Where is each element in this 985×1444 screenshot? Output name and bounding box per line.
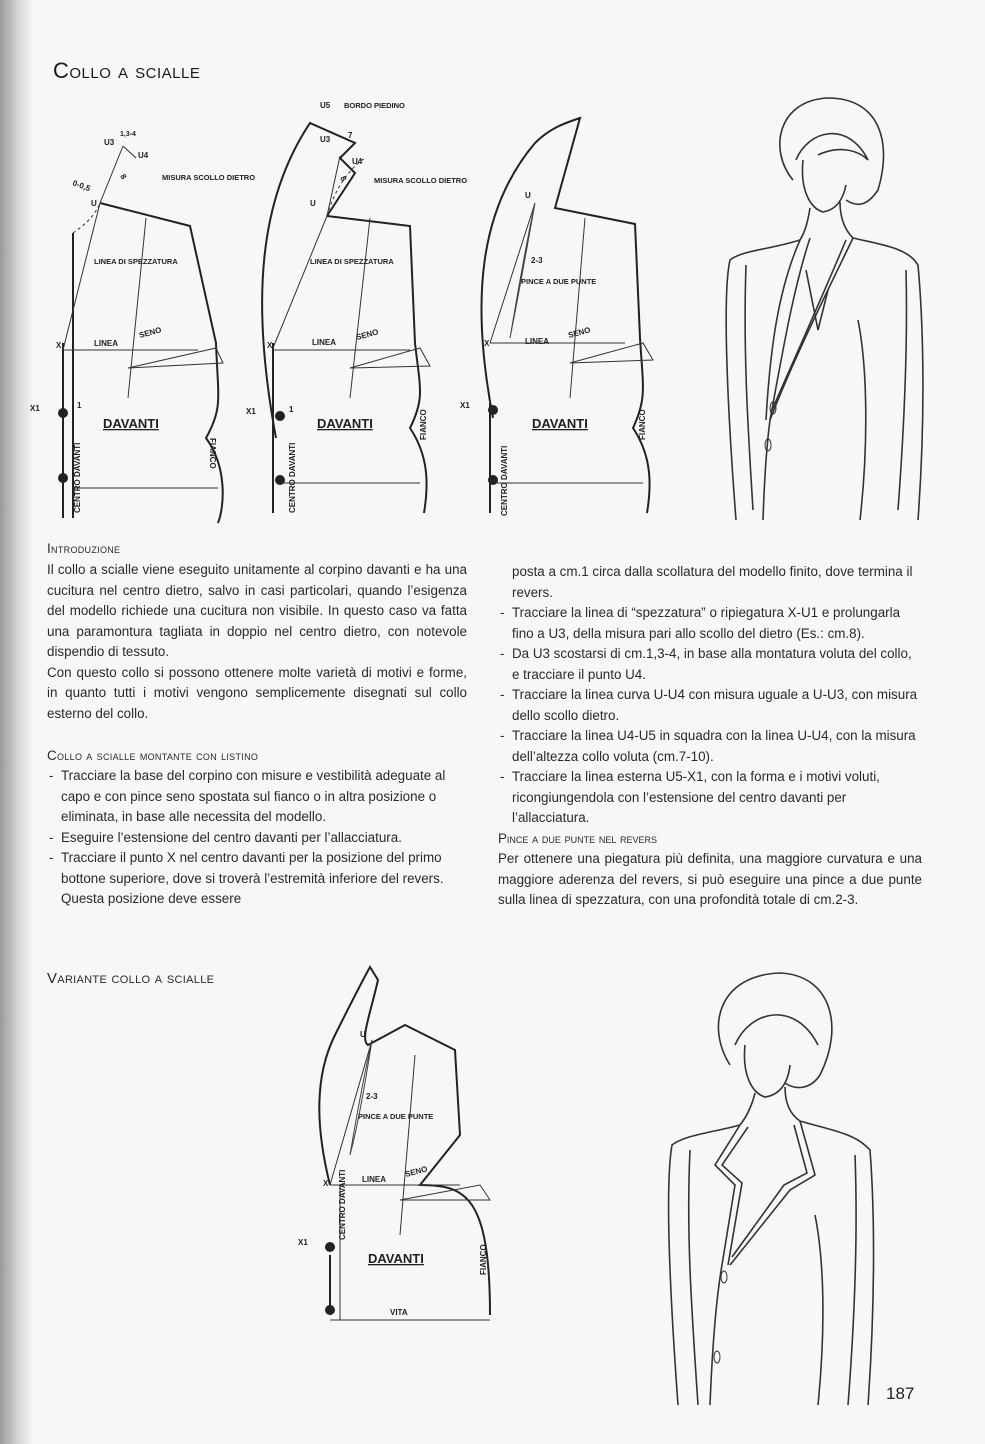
label-vita: VITA [390,1308,408,1317]
label-u3: U3 [104,138,115,147]
label-pince: PINCE A DUE PUNTE [521,277,597,286]
page-number: 187 [886,1384,915,1403]
label-x1: X1 [30,404,40,413]
label-fianco-v: FIANCO [479,1244,488,1275]
montante-step-2: - Eseguire l’estensione del centro davanti per l’allacciatura. [47,828,447,849]
fashion-illustration-2 [660,965,890,1405]
step-u4-u5: - Tracciare la linea U4-U5 in squadra con la linea U-U4, con la misura dell’altezza collo voluta (cm.7-10). [498,726,922,767]
label-seno-2: SENO [355,327,380,342]
label-fianco-3: FIANCO [638,409,647,440]
label-centro-davanti-2: CENTRO DAVANTI [288,442,297,513]
label-u: U [91,199,97,208]
label-x-2: X [267,341,273,350]
step-external: - Tracciare la linea esterna U5-X1, con la forma e i motivi voluti, ricongiungendola con l’estensione del centro davanti per l’allacciatura. [498,767,922,829]
label-davanti-3: DAVANTI [532,416,588,431]
label-13-4: 1,3-4 [120,131,136,138]
label-x1-3: X1 [460,401,470,410]
montante-heading: Collo a scialle montante con listino [47,748,259,763]
label-seno-3: SENO [567,325,592,340]
label-seno: SENO [138,325,163,340]
button-point-2b [275,475,285,485]
label-misura-scollo-2: MISURA SCOLLO DIETRO [374,176,468,185]
button-point-x1-2 [275,411,285,421]
label-u-2: U [310,199,316,208]
label-8-2: 8 [338,174,349,183]
label-u-3: U [525,191,531,200]
label-x1-v: X1 [298,1238,308,1247]
label-misura-scollo: MISURA SCOLLO DIETRO [162,173,256,182]
label-linea-spezzatura: LINEA DI SPEZZATURA [94,257,178,266]
step-u4: - Da U3 scostarsi di cm.1,3-4, in base alla montatura voluta del collo, e tracciare il punto U4. [498,644,922,685]
variante-heading: Variante collo a scialle [47,970,215,987]
label-linea-spezzatura-2: LINEA DI SPEZZATURA [310,257,394,266]
label-one-2: 1 [289,405,294,414]
pince-heading: Pince a due punte nel revers [498,830,658,846]
label-2-3: 2-3 [531,256,543,265]
label-u4-2: U4 [352,157,363,166]
step-spezzatura: - Tracciare la linea di “spezzatura” o ripiegatura X-U1 e prolungarla fino a U3, della misura pari allo scollo del dietro (Es.: cm.8). [498,603,922,644]
label-u3-2: U3 [320,135,331,144]
button-point-x1 [58,408,68,418]
label-davanti-v: DAVANTI [368,1251,424,1266]
montante-step-1: - Tracciare la base del corpino con misure e vestibilità adeguate al capo e con pince seno spostata sul fianco o in altra posizione o eliminata, in base alle necessita del modello. [47,766,447,828]
button-point-x1-3 [488,405,498,415]
label-0-05: 0-0,5 [71,178,92,194]
label-linea-2: LINEA [312,338,336,347]
label-7: 7 [348,131,353,140]
button-point-x1-v [325,1242,335,1252]
pattern-diagram-variante [290,955,510,1335]
label-u4: U4 [138,151,149,160]
intro-heading: Introduzione [47,541,121,556]
continuation-text: posta a cm.1 circa dalla scollatura del modello finito, dove termina il revers. [512,564,913,600]
label-x-3: X [484,339,490,348]
label-one: 1 [77,401,82,410]
right-column [498,562,922,911]
montante-body [47,766,447,910]
label-x1-2: X1 [246,407,256,416]
label-2-3-v: 2-3 [366,1092,378,1101]
intro-paragraph-2: Con questo collo si possono ottenere molte varietà di motivi e forme, in quanto tutti i motivi vengono semplicemente disegnati sul collo esterno del collo. [47,664,467,721]
label-fianco: FIANCO [208,438,217,469]
label-seno-v: SENO [404,1164,429,1179]
button-point-2 [58,473,68,483]
label-u5: U5 [320,101,331,110]
label-bordo-piedino: BORDO PIEDINO [344,101,405,110]
montante-step-3: - Tracciare il punto X nel centro davanti per la posizione del primo bottone superiore, dove si troverà l’estremità inferiore del revers. Questa posizione deve essere [47,848,447,910]
label-fianco-2: FIANCO [419,409,428,440]
label-linea-v: LINEA [362,1175,386,1184]
button-point-v2 [325,1305,335,1315]
step-curve: - Tracciare la linea curva U-U4 con misura uguale a U-U3, con misura dello scollo dietro. [498,685,922,726]
intro-body [47,560,467,724]
label-8: 8 [118,172,129,181]
label-x: X [56,341,62,350]
label-davanti-2: DAVANTI [317,416,373,431]
pattern-diagram-2 [240,98,468,518]
button-point-3b [488,475,498,485]
label-pince-v: PINCE A DUE PUNTE [358,1112,434,1121]
pattern-diagram-3 [455,98,655,518]
pince-text: Per ottenere una piegatura più definita, una maggiore curvatura e una maggiore aderenza del revers, si può eseguire una pince a due punte sulla linea di spezzatura, con una profondità totale di cm.2-3. [498,851,922,907]
label-linea-3: LINEA [525,337,549,346]
label-centro-davanti-v: CENTRO DAVANTI [338,1169,347,1240]
page-title: Collo a scialle [53,58,201,83]
intro-paragraph-1: Il collo a scialle viene eseguito unitamente al corpino davanti e ha una cucitura nel centro dietro, salvo in casi particolari, quando l’esigenza del modello richiede una cucitura non visibile. In questo caso va fatta una paramontura tagliata in doppio nel centro dietro, con notevole dispendio di tessuto. [47,562,467,659]
label-x-v: X [323,1179,329,1188]
label-linea: LINEA [94,339,118,348]
fashion-illustration-1 [718,90,938,520]
label-centro-davanti: CENTRO DAVANTI [73,442,82,513]
label-centro-davanti-3: CENTRO DAVANTI [500,445,509,516]
label-davanti: DAVANTI [103,416,159,431]
label-u-v: U [360,1030,366,1039]
